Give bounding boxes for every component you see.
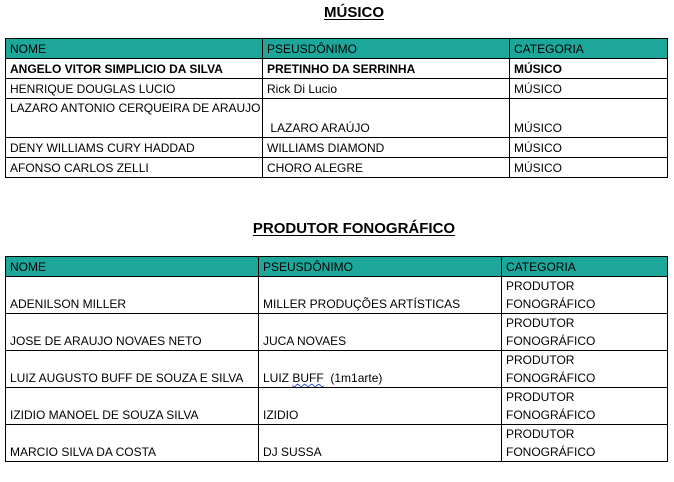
cell-nome: ADENILSON MILLER <box>6 277 259 314</box>
cell-categoria <box>502 425 668 462</box>
cell-pseudonimo: JUCA NOVAES <box>259 314 502 351</box>
cell-pseudonimo: MILLER PRODUÇÕES ARTÍSTICAS <box>259 277 502 314</box>
cell-categoria: MÚSICO <box>510 138 668 158</box>
table-row <box>6 277 668 314</box>
musico-section-title: MÚSICO <box>324 4 384 21</box>
cell-nome: JOSE DE ARAUJO NOVAES NETO <box>6 314 259 351</box>
produtor-section-title: PRODUTOR FONOGRÁFICO <box>252 220 456 237</box>
cell-nome: DENY WILLIAMS CURY HADDAD <box>6 138 263 158</box>
table-row <box>6 425 668 462</box>
categoria-line-1: PRODUTOR <box>506 390 575 404</box>
produtor-table <box>5 256 668 462</box>
table-row <box>6 388 668 425</box>
categoria-line-2: FONOGRÁFICO <box>506 371 596 385</box>
cell-categoria: MÚSICO <box>510 158 668 178</box>
cell-categoria: MÚSICO <box>510 99 668 138</box>
table-header-row <box>6 39 668 59</box>
categoria-line-1: PRODUTOR <box>506 279 575 293</box>
cell-categoria <box>502 314 668 351</box>
cell-pseudonimo <box>259 351 502 388</box>
column-header-pseudonimo: PSEUSDÔNIMO <box>259 257 502 277</box>
column-header-categoria: CATEGORIA <box>510 39 668 59</box>
musico-table <box>5 38 668 178</box>
cell-pseudonimo: Rick Di Lucio <box>263 79 510 99</box>
cell-nome: LUIZ AUGUSTO BUFF DE SOUZA E SILVA <box>6 351 259 388</box>
categoria-line-2: FONOGRÁFICO <box>506 334 596 348</box>
table-row <box>6 79 668 99</box>
cell-pseudonimo: WILLIAMS DIAMOND <box>263 138 510 158</box>
table-row <box>6 314 668 351</box>
table-row <box>6 351 668 388</box>
categoria-line-2: FONOGRÁFICO <box>506 408 596 422</box>
cell-nome: MARCIO SILVA DA COSTA <box>6 425 259 462</box>
cell-pseudonimo: DJ SUSSA <box>259 425 502 462</box>
cell-categoria <box>502 388 668 425</box>
table-row <box>6 158 668 178</box>
cell-categoria: MÚSICO <box>510 79 668 99</box>
cell-categoria <box>502 351 668 388</box>
categoria-line-1: PRODUTOR <box>506 353 575 367</box>
categoria-line-2: FONOGRÁFICO <box>506 297 596 311</box>
cell-nome: HENRIQUE DOUGLAS LUCIO <box>6 79 263 99</box>
column-header-pseudonimo: PSEUSDÔNIMO <box>263 39 510 59</box>
pseudonimo-part-3: (1m1arte) <box>323 371 383 385</box>
cell-pseudonimo: LAZARO ARAÚJO <box>263 99 510 138</box>
cell-categoria: MÚSICO <box>510 59 668 79</box>
cell-categoria <box>502 277 668 314</box>
categoria-line-1: PRODUTOR <box>506 427 575 441</box>
table-row <box>6 59 668 79</box>
column-header-nome: NOME <box>6 39 263 59</box>
cell-pseudonimo: CHORO ALEGRE <box>263 158 510 178</box>
table-row <box>6 138 668 158</box>
cell-pseudonimo: IZIDIO <box>259 388 502 425</box>
cell-nome: ANGELO VITOR SIMPLICIO DA SILVA <box>6 59 263 79</box>
cell-nome: IZIDIO MANOEL DE SOUZA SILVA <box>6 388 259 425</box>
cell-pseudonimo: PRETINHO DA SERRINHA <box>263 59 510 79</box>
categoria-line-2: FONOGRÁFICO <box>506 445 596 459</box>
table-header-row <box>6 257 668 277</box>
categoria-line-1: PRODUTOR <box>506 316 575 330</box>
cell-nome: LAZARO ANTONIO CERQUEIRA DE ARAUJO <box>6 99 263 138</box>
cell-nome: AFONSO CARLOS ZELLI <box>6 158 263 178</box>
column-header-categoria: CATEGORIA <box>502 257 668 277</box>
pseudonimo-part-1: LUIZ <box>263 371 293 385</box>
column-header-nome: NOME <box>6 257 259 277</box>
table-row <box>6 99 668 138</box>
spellcheck-flagged-word: BUFF <box>292 371 324 385</box>
